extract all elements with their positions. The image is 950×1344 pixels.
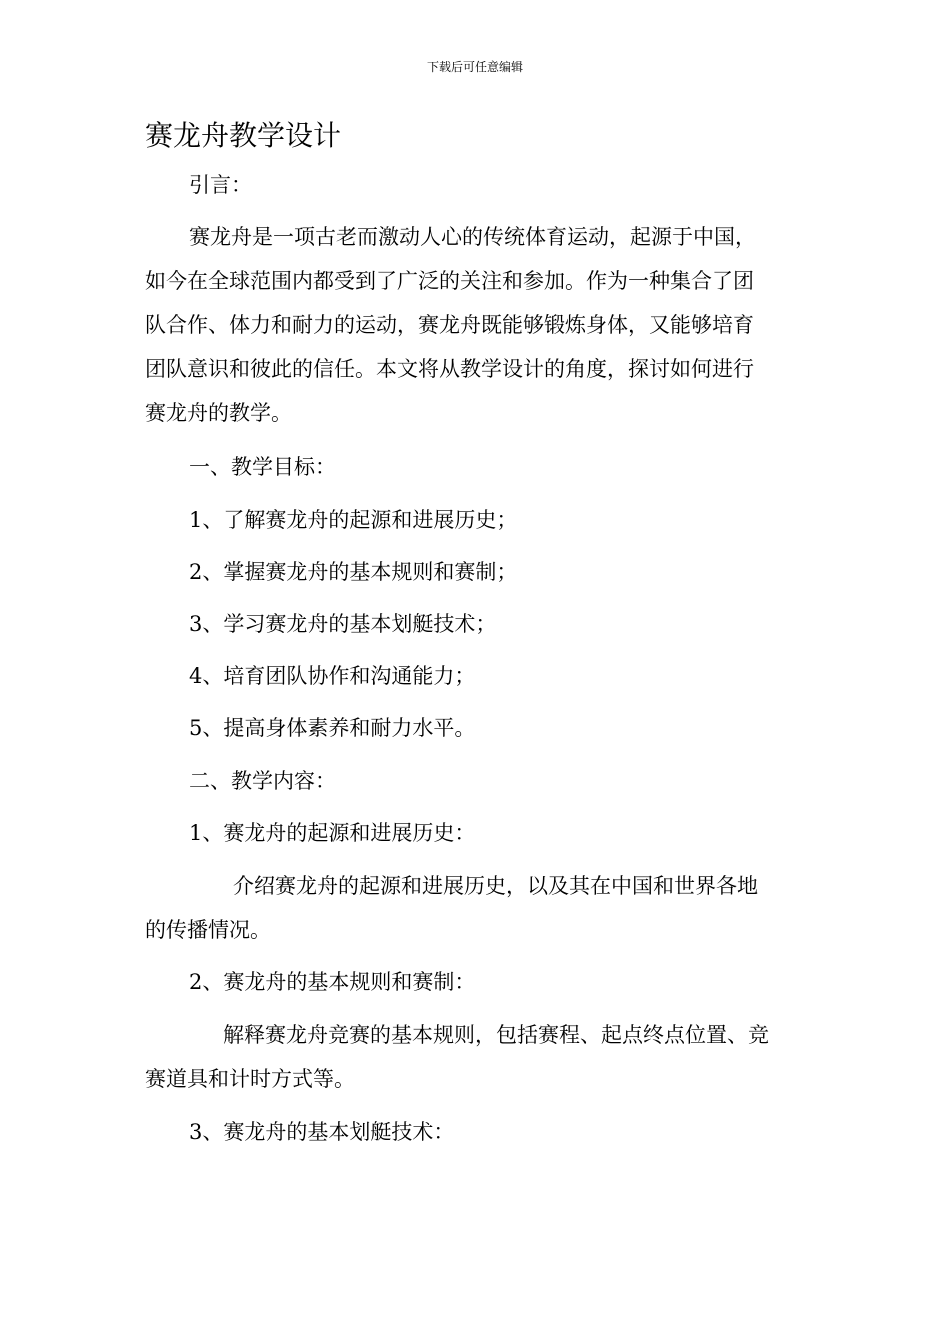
- content-subheading: 3、赛龙舟的基本划艇技术：: [189, 1120, 455, 1144]
- content-subheading: 1、赛龙舟的起源和进展历史：: [189, 821, 476, 845]
- content-line: 解释赛龙舟竞赛的基本规则，包括赛程、起点终点位置、竞: [223, 1023, 769, 1047]
- objective-item: 1、了解赛龙舟的起源和进展历史；: [189, 508, 518, 532]
- header-note: 下载后可任意编辑: [426, 60, 523, 74]
- section-heading-objectives: 一、教学目标：: [189, 455, 336, 479]
- content-line: 的传播情况。: [145, 918, 271, 942]
- objective-item: 2、掌握赛龙舟的基本规则和赛制；: [189, 560, 518, 584]
- intro-line: 团队意识和彼此的信任。本文将从教学设计的角度，探讨如何进行: [145, 357, 754, 381]
- section-heading-content: 二、教学内容：: [189, 769, 336, 793]
- intro-line: 队合作、体力和耐力的运动，赛龙舟既能够锻炼身体，又能够培育: [145, 313, 754, 337]
- intro-line: 赛龙舟的教学。: [145, 401, 292, 425]
- content-line: 介绍赛龙舟的起源和进展历史，以及其在中国和世界各地: [233, 874, 758, 898]
- content-line: 赛道具和计时方式等。: [145, 1067, 355, 1091]
- intro-line: 如今在全球范围内都受到了广泛的关注和参加。作为一种集合了团: [145, 269, 754, 293]
- content-subheading: 2、赛龙舟的基本规则和赛制：: [189, 970, 476, 994]
- intro-line: 赛龙舟是一项古老而激动人心的传统体育运动，起源于中国，: [189, 225, 756, 249]
- objective-item: 4、培育团队协作和沟通能力；: [189, 664, 476, 688]
- objective-item: 5、提高身体素养和耐力水平。: [189, 716, 476, 740]
- objective-item: 3、学习赛龙舟的基本划艇技术；: [189, 612, 497, 636]
- document-title: 赛龙舟教学设计: [145, 119, 342, 152]
- intro-label: 引言：: [189, 173, 252, 197]
